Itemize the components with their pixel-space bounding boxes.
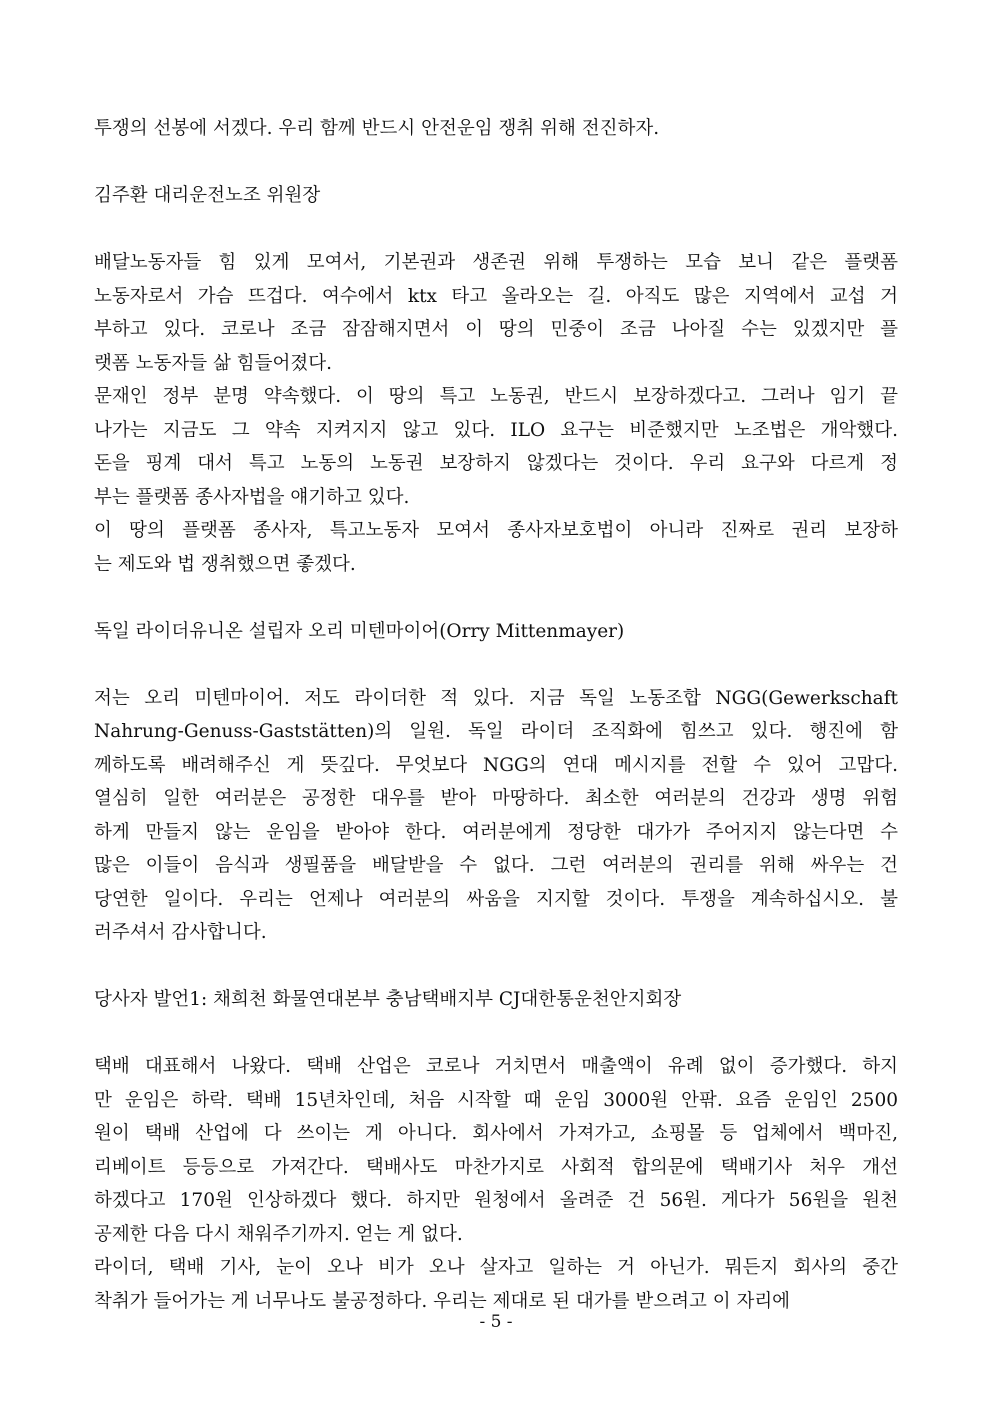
text-line: 하겠다고 170원 인상하겠다 했다. 하지만 원청에서 올려준 건 56원. 게다가 56원을 원천: [94, 1190, 898, 1211]
text-line: 배달노동자들 힘 있게 모여서, 기본권과 생존권 위해 투쟁하는 모습 보니 같은 플랫폼: [94, 252, 898, 273]
text-line: 이 땅의 플랫폼 종사자, 특고노동자 모여서 종사자보호법이 아니라 진짜로 권리 보장하: [94, 520, 898, 541]
text-line: 돈을 핑계 대서 특고 노동의 노동권 보장하지 않겠다는 것이다. 우리 요구와 다르게 정: [94, 453, 898, 474]
text-line: 는 제도와 법 쟁취했으면 좋겠다.: [94, 553, 356, 575]
paragraph: [94, 1050, 898, 1318]
text-line: 하게 만들지 않는 운임을 받아야 한다. 여러분에게 정당한 대가가 주어지지 않는다면 수: [94, 821, 898, 843]
text-line: 러주셔서 감사합니다.: [94, 922, 267, 943]
text-line: 부는 플랫폼 종사자법을 얘기하고 있다.: [94, 486, 410, 508]
text-line: 랫폼 노동자들 삶 힘들어졌다.: [94, 352, 332, 374]
paragraph-gap: [94, 648, 898, 682]
section-heading: [94, 615, 898, 649]
text-line: 공제한 다음 다시 채워주기까지. 얻는 게 없다.: [94, 1223, 463, 1245]
text-line: 부하고 있다. 코로나 조금 잠잠해지면서 이 땅의 민중이 조금 나아질 수는 있겠지만 플: [94, 319, 898, 340]
text-line: 투쟁의 선봉에 서겠다. 우리 함께 반드시 안전운임 쟁취 위해 전진하자.: [94, 118, 660, 139]
section-heading: [94, 983, 898, 1017]
heading-text: 김주환 대리운전노조 위원장: [94, 185, 321, 206]
paragraph: [94, 112, 898, 146]
page-body: [94, 112, 898, 1318]
text-line: 많은 이들이 음식과 생필품을 배달받을 수 없다. 그런 여러분의 권리를 위해 싸우는 건: [94, 855, 898, 876]
paragraph: [94, 246, 898, 581]
text-line: 라이더, 택배 기사, 눈이 오나 비가 오나 살자고 일하는 거 아닌가. 뭐든지 회사의 중간: [94, 1257, 898, 1278]
heading-text: 당사자 발언1: 채희천 화물연대본부 충남택배지부 CJ대한통운천안지회장: [94, 989, 682, 1010]
paragraph-gap: [94, 950, 898, 984]
text-line: 노동자로서 가슴 뜨겁다. 여수에서 ktx 타고 올라오는 길. 아직도 많은 지역에서 교섭 거: [94, 285, 898, 307]
text-line: 리베이트 등등으로 가져간다. 택배사도 마찬가지로 사회적 합의문에 택배기사 처우 개선: [94, 1156, 898, 1178]
text-line: 착취가 들어가는 게 너무나도 불공정하다. 우리는 제대로 된 대가를 받으려고 이 자리에: [94, 1290, 791, 1312]
text-line: 열심히 일한 여러분은 공정한 대우를 받아 마땅하다. 최소한 여러분의 건강과 생명 위험: [94, 788, 898, 809]
page-number: - 5 -: [479, 1312, 513, 1332]
text-line: 만 운임은 하락. 택배 15년차인데, 처음 시작할 때 운임 3000원 안팎. 요즘 운임인 2500: [94, 1089, 898, 1111]
section-heading: [94, 179, 898, 213]
paragraph-gap: [94, 1017, 898, 1051]
text-line: 저는 오리 미텐마이어. 저도 라이더한 적 있다. 지금 독일 노동조합 NGG(Gewerkschaft: [94, 687, 898, 709]
text-line: Nahrung-Genuss-Gaststätten)의 일원. 독일 라이더 조직화에 힘쓰고 있다. 행진에 함: [94, 721, 898, 742]
text-line: 문재인 정부 분명 약속했다. 이 땅의 특고 노동권, 반드시 보장하겠다고. 그러나 임기 끝: [94, 386, 898, 407]
text-line: 께하도록 배려해주신 게 뜻깊다. 무엇보다 NGG의 연대 메시지를 전할 수 있어 고맙다.: [94, 754, 898, 776]
heading-text: 독일 라이더유니온 설립자 오리 미텐마이어(Orry Mittenmayer): [94, 620, 625, 642]
text-line: 택배 대표해서 나왔다. 택배 산업은 코로나 거치면서 매출액이 유례 없이 증가했다. 하지: [94, 1056, 898, 1077]
text-line: 원이 택배 산업에 다 쓰이는 게 아니다. 회사에서 가져가고, 쇼핑몰 등 업체에서 백마진,: [94, 1123, 898, 1144]
text-line: 나가는 지금도 그 약속 지켜지지 않고 있다. ILO 요구는 비준했지만 노조법은 개악했다.: [94, 419, 898, 441]
paragraph-gap: [94, 213, 898, 247]
paragraph: [94, 682, 898, 950]
paragraph-gap: [94, 146, 898, 180]
text-line: 당연한 일이다. 우리는 언제나 여러분의 싸움을 지지할 것이다. 투쟁을 계속하십시오. 불: [94, 888, 898, 910]
paragraph-gap: [94, 581, 898, 615]
